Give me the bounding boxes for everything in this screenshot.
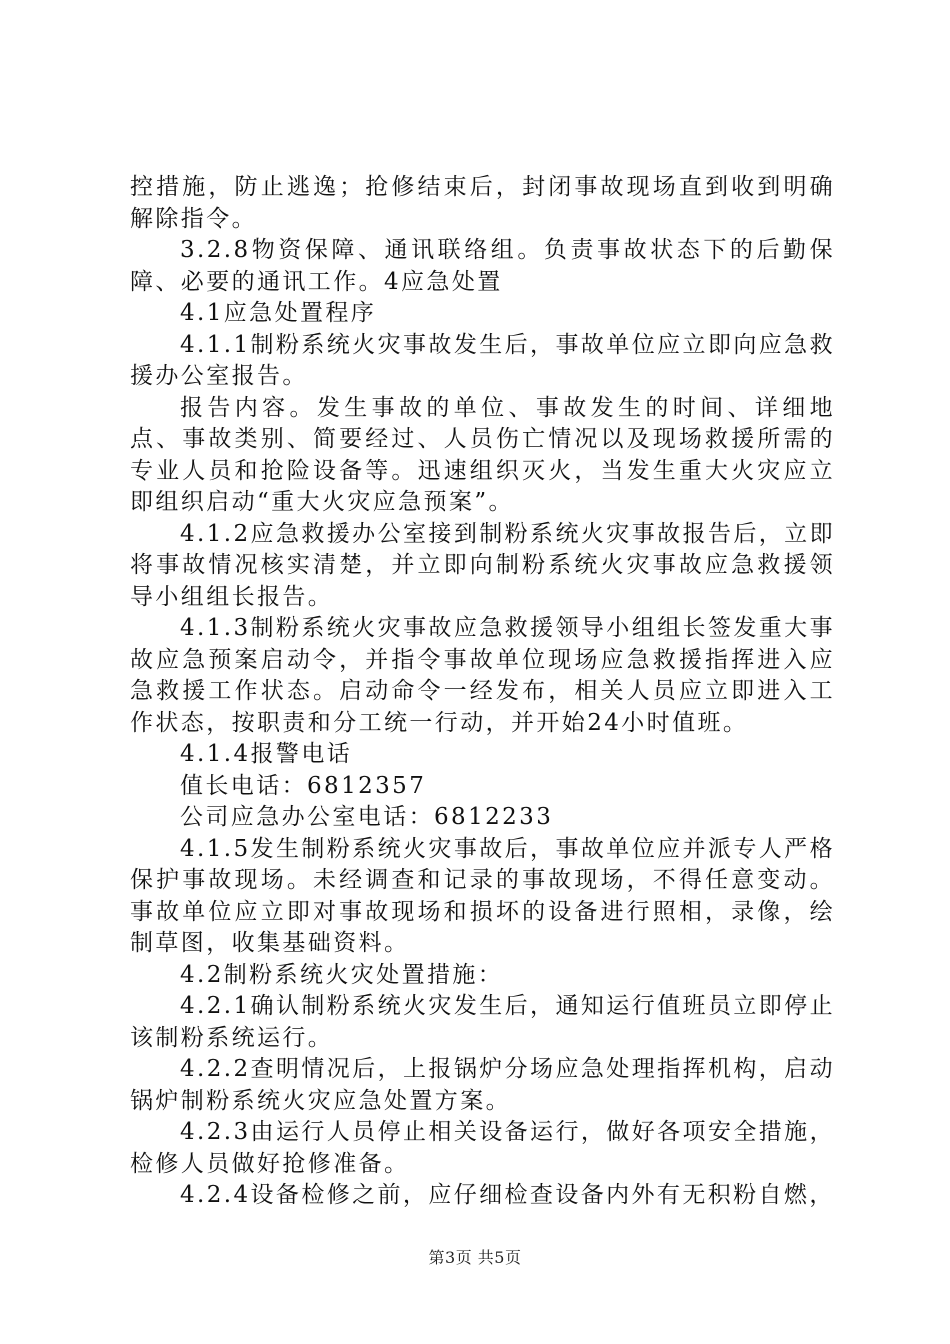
paragraph-5: 报告内容。发生事故的单位、事故发生的时间、详细地点、事故类别、简要经过、人员伤亡情况以及现场救援所需的专业人员和抢险设备等。迅速组织灭火，当发生重大火灾应立即组织启动“重大火灾应急预案”。 [130,394,835,515]
paragraph-4: 4.1.1制粉系统火灾事故发生后，事故单位应立即向应急救援办公室报告。 [130,331,835,389]
paragraph-13: 4.2.1确认制粉系统火灾发生后，通知运行值班员立即停止该制粉系统运行。 [130,993,835,1051]
paragraph-11: 4.1.5发生制粉系统火灾事故后，事故单位应并派专人严格保护事故现场。未经调查和记录的事故现场，不得任意变动。事故单位应立即对事故现场和损坏的设备进行照相，录像，绘制草图，收集基础资料。 [130,835,835,956]
paragraph-8: 4.1.4报警电话 [180,741,353,767]
page-footer [0,1245,950,1268]
paragraph-9: 值长电话：6812357 [180,772,427,799]
paragraph-2: 3.2.8物资保障、通讯联络组。负责事故状态下的后勤保障、必要的通讯工作。4应急处置 [130,237,835,295]
paragraph-15: 4.2.3由运行人员停止相关设备运行，做好各项安全措施，检修人员做好抢修准备。 [130,1119,835,1177]
paragraph-6: 4.1.2应急救援办公室接到制粉系统火灾事故报告后，立即将事故情况核实清楚，并立即向制粉系统火灾事故应急救援领导小组组长报告。 [130,520,835,610]
document-body [130,172,835,1212]
paragraph-16: 4.2.4设备检修之前，应仔细检查设备内外有无积粉自燃， [180,1182,835,1208]
paragraph-7: 4.1.3制粉系统火灾事故应急救援领导小组组长签发重大事故应急预案启动令，并指令事故单位现场应急救援指挥进入应急救援工作状态。启动命令一经发布，相关人员应立即进入工作状态，按职责和分工统一行动，并开始24小时值班。 [130,615,835,736]
page-number-label: 第3页 共5页 [428,1248,522,1267]
paragraph-12: 4.2制粉系统火灾处置措施： [180,961,504,988]
paragraph-3: 4.1应急处置程序 [180,300,377,326]
paragraph-10: 公司应急办公室电话：6812233 [180,804,554,830]
paragraph-14: 4.2.2查明情况后，上报锅炉分场应急处理指挥机构，启动锅炉制粉系统火灾应急处置方案。 [130,1056,835,1114]
paragraph-1: 控措施，防止逃逸；抢修结束后，封闭事故现场直到收到明确解除指令。 [130,174,835,232]
